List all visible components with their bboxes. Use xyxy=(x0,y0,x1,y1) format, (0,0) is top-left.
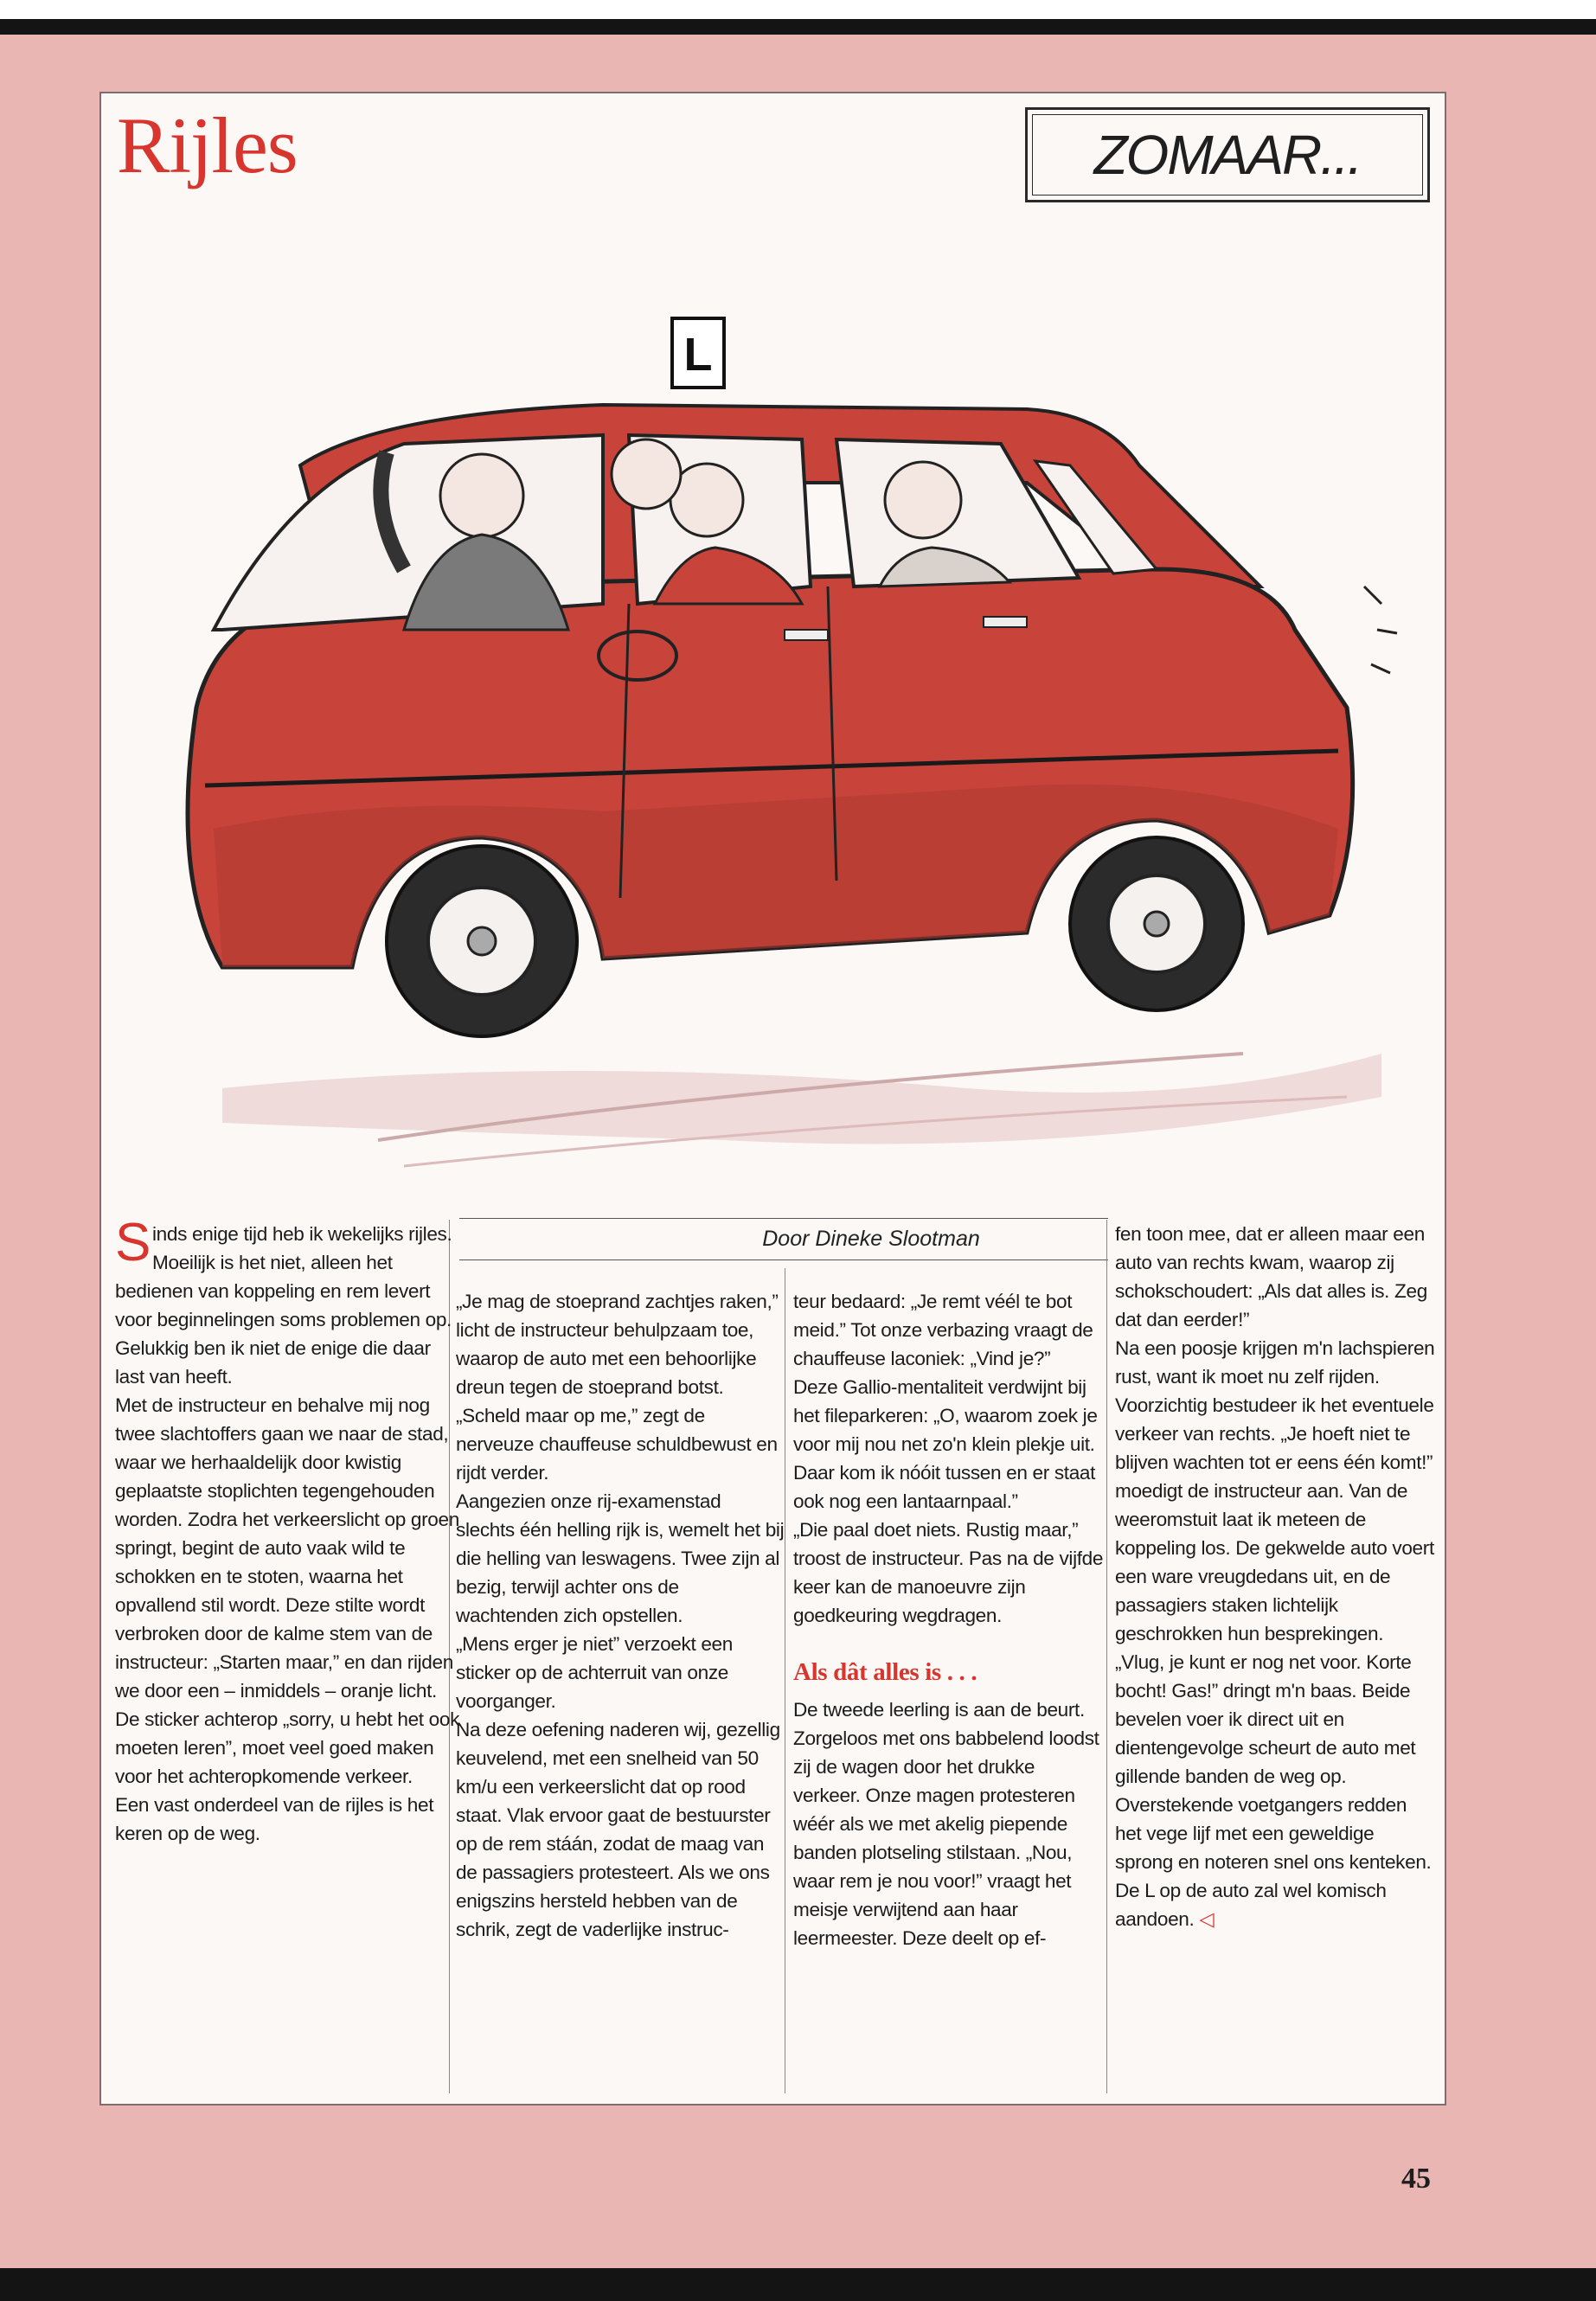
motion-mark-1 xyxy=(1364,586,1381,604)
byline: Door Dineke Slootman xyxy=(762,1227,980,1251)
paragraph: fen toon mee, dat er alleen maar een auto van rechts kwam, waarop zij schokschoudert: „Als dat alles is. Zeg dat dan eerder!” xyxy=(1115,1223,1427,1330)
paragraph: Een vast onderdeel van de rijles is het keren op de weg. xyxy=(115,1794,434,1844)
article-title: Rijles xyxy=(117,101,298,189)
paragraph xyxy=(115,1213,465,1391)
paragraph: „Mens erger je niet” verzoekt een sticker op de achterruit van onze voorganger. xyxy=(456,1633,733,1712)
paragraph: Na deze oefening naderen wij, gezellig keuvelend, met een snelheid van 50 km/u een verkeerslicht dat op rood staat. Vlak ervoor gaat de bestuurster op de rem stáán, zodat de maag van de passagiers protesteert. Als we ons enigszins hersteld hebben van de schrik, zegt de vaderlijke instruc- xyxy=(456,1719,780,1940)
paragraph: Met de instructeur en behalve mij nog twee slachtoffers gaan we naar de stad, waar we herhaaldelijk door kwistig geplaatste stoplichten tegengehouden worden. Zodra het verkeerslicht op groen springt, begint de auto vaak wild te schokken en te stoten, waarna het opvallend stil wordt. Deze stilte wordt verbroken door de kalme stem van de instructeur: „Starten maar,” en dan rijden we door een – inmiddels – oranje licht. De sticker achterop „sorry, u hebt het ook moeten leren”, moet veel goed maken voor het achteropkomende verkeer. xyxy=(115,1394,460,1787)
article-panel xyxy=(99,92,1446,2106)
article-column-2 xyxy=(456,1287,785,1944)
article-column-3 xyxy=(793,1287,1105,1952)
roof-sign-letter: L xyxy=(683,329,713,381)
motion-mark-2 xyxy=(1377,630,1397,633)
paragraph: „Je mag de stoeprand zachtjes raken,” licht de instructeur behulpzaam toe, waarop de auto met een behoorlijke dreun tegen de stoeprand botst. „Scheld maar op me,” zegt de nerveuze chauffeuse schuldbewust en rijdt verder. xyxy=(456,1291,779,1484)
end-mark-icon: ◁ xyxy=(1199,1908,1215,1930)
byline-rule-top xyxy=(459,1218,1108,1219)
top-edge-bar xyxy=(0,19,1596,35)
article-column-1 xyxy=(115,1213,465,1848)
paragraph: De tweede leerling is aan de beurt. Zorgeloos met ons babbelend loodst zij de wagen door het drukke verkeer. Onze magen protesteren wéér als we met akelig piepende banden plotseling stilstaan. „Nou, waar rem je nou voor!” vraagt het meisje verwijtend aan haar leermeester. Deze deelt op ef- xyxy=(793,1699,1099,1949)
drop-cap: S xyxy=(115,1213,151,1272)
door-handle-rear xyxy=(984,617,1027,627)
driving-lesson-illustration xyxy=(119,223,1433,1209)
paragraph xyxy=(1115,1648,1435,1933)
paragraph: Na een poosje krijgen m'n lachspieren rust, want ik moet nu zelf rijden. Voorzichtig bestudeer ik het eventuele verkeer van rechts. „Je hoeft niet te blijven wachten tot er eens één komt!” moedigt de instructeur aan. Van de weeromstuit laat ik meteen de koppeling los. De gekwelde auto voert een ware vreugdedans uit, en de passagiers staken lichtelijk geschrokken hun besprekingen. xyxy=(1115,1337,1435,1644)
paragraph: teur bedaard: „Je remt véél te bot meid.” Tot onze verbazing vraagt de chauffeuse laconiek: „Vind je?” xyxy=(793,1291,1093,1369)
subheading: Als dât alles is . . . xyxy=(793,1658,977,1686)
door-handle-front xyxy=(785,630,828,640)
side-mirror xyxy=(599,631,676,680)
bottom-edge-bar xyxy=(0,2268,1596,2301)
paragraph: Aangezien onze rij-examenstad slechts één helling rijk is, wemelt het bij die helling van leswagens. Twee zijn al bezig, terwijl achter ons de wachtenden zich opstellen. xyxy=(456,1490,785,1626)
column-divider-3 xyxy=(1106,1220,1107,2093)
rubric-label: ZOMAAR... xyxy=(1032,114,1423,195)
instructor-head xyxy=(440,454,523,537)
front-wheel-center xyxy=(468,927,496,955)
rear-wheel-center xyxy=(1144,912,1169,936)
rear-passenger-head xyxy=(885,462,961,538)
paragraph-text: inds enige tijd heb ik wekelijks rijles. Moeilijk is het niet, alleen het bedienen van koppeling en rem levert voor beginnelingen soms problemen op. Gelukkig ben ik niet de enige die daar last van heeft. xyxy=(115,1223,452,1388)
byline-rule-bottom xyxy=(459,1259,1108,1260)
article-column-4 xyxy=(1115,1220,1435,1933)
paragraph-text: „Vlug, je kunt er nog net voor. Korte bocht! Gas!” dringt m'n baas. Beide bevelen voer ik direct uit en dientengevolge scheurt de auto met gillende banden de weg op. Overstekende voetgangers redden het vege lijf met een geweldige sprong en noteren snel ons kenteken. De L op de auto zal wel komisch aandoen. xyxy=(1115,1651,1432,1930)
paragraph: Deze Gallio-mentaliteit verdwijnt bij het fileparkeren: „O, waarom zoek je voor mij nou net zo'n klein plekje uit. Daar kom ik nóóit tussen en er staat ook nog een lantaarnpaal.” xyxy=(793,1376,1098,1512)
rubric-box xyxy=(1025,107,1430,202)
paragraph: „Die paal doet niets. Rustig maar,” troost de instructeur. Pas na de vijfde keer kan de manoeuvre zijn goedkeuring wegdragen. xyxy=(793,1519,1104,1626)
page-number: 45 xyxy=(1401,2163,1431,2195)
motion-mark-3 xyxy=(1371,664,1390,673)
driver-woman-head xyxy=(612,439,681,509)
